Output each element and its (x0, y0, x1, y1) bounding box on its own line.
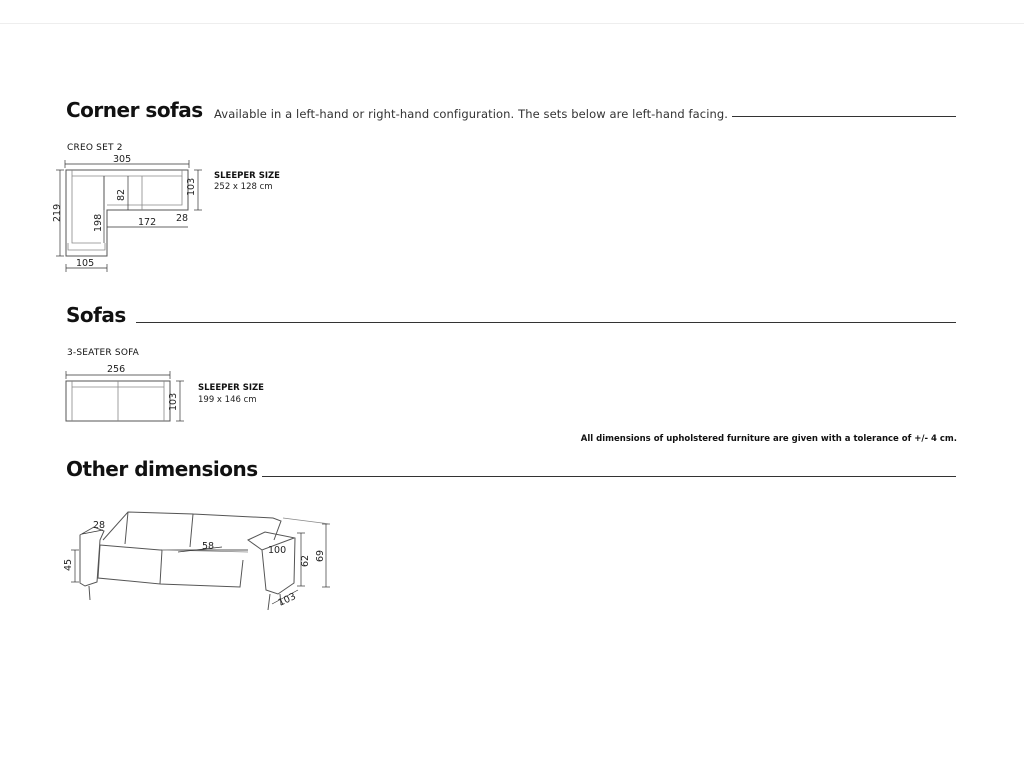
dim-label-seat: 172 (138, 217, 157, 228)
three-seater-title: 3-SEATER SOFA (67, 348, 140, 358)
dim-label-inner: 198 (93, 213, 104, 232)
dim-label-seat-depth: 58 (202, 541, 215, 552)
dim-label-sofa-width: 256 (107, 364, 126, 375)
three-seater-sleeper-label: SLEEPER SIZE (198, 383, 264, 393)
other-dimensions-title: Other dimensions (66, 457, 258, 481)
corner-sofas-title: Corner sofas (66, 98, 203, 122)
dim-label-seat-height: 45 (63, 558, 74, 571)
creo-set-2-title: CREO SET 2 (67, 143, 123, 153)
dim-label-arm: 28 (93, 520, 106, 531)
backrest (103, 512, 281, 547)
legs (89, 586, 281, 610)
dim-label-arm-length: 100 (268, 545, 287, 556)
dim-label-depth: 103 (186, 177, 197, 196)
corner-sofas-intro: Available in a left-hand or right-hand configuration. The sets below are left-hand facing. (214, 107, 729, 121)
dim-label-sofa-depth: 103 (168, 392, 179, 411)
right-arm (248, 532, 295, 594)
creo-sleeper-label: SLEEPER SIZE (214, 171, 280, 181)
left-arm (80, 527, 104, 586)
dim-label-base: 105 (76, 258, 95, 269)
dim-label-width: 305 (113, 154, 132, 165)
dim-label-back-height: 62 (300, 554, 311, 567)
dim-label-depth: 103 (276, 591, 298, 609)
dim-label-total-height: 69 (315, 549, 326, 562)
dim-label-arm: 28 (176, 213, 189, 224)
sofas-title: Sofas (66, 303, 126, 327)
three-seater-sleeper-value: 199 x 146 cm (198, 395, 257, 405)
dim-label-height-total: 219 (52, 203, 63, 222)
tolerance-note: All dimensions of upholstered furniture are given with a tolerance of +/- 4 cm. (580, 434, 957, 444)
creo-sleeper-value: 252 x 128 cm (214, 182, 273, 192)
dim-label-cushion: 82 (116, 188, 127, 201)
